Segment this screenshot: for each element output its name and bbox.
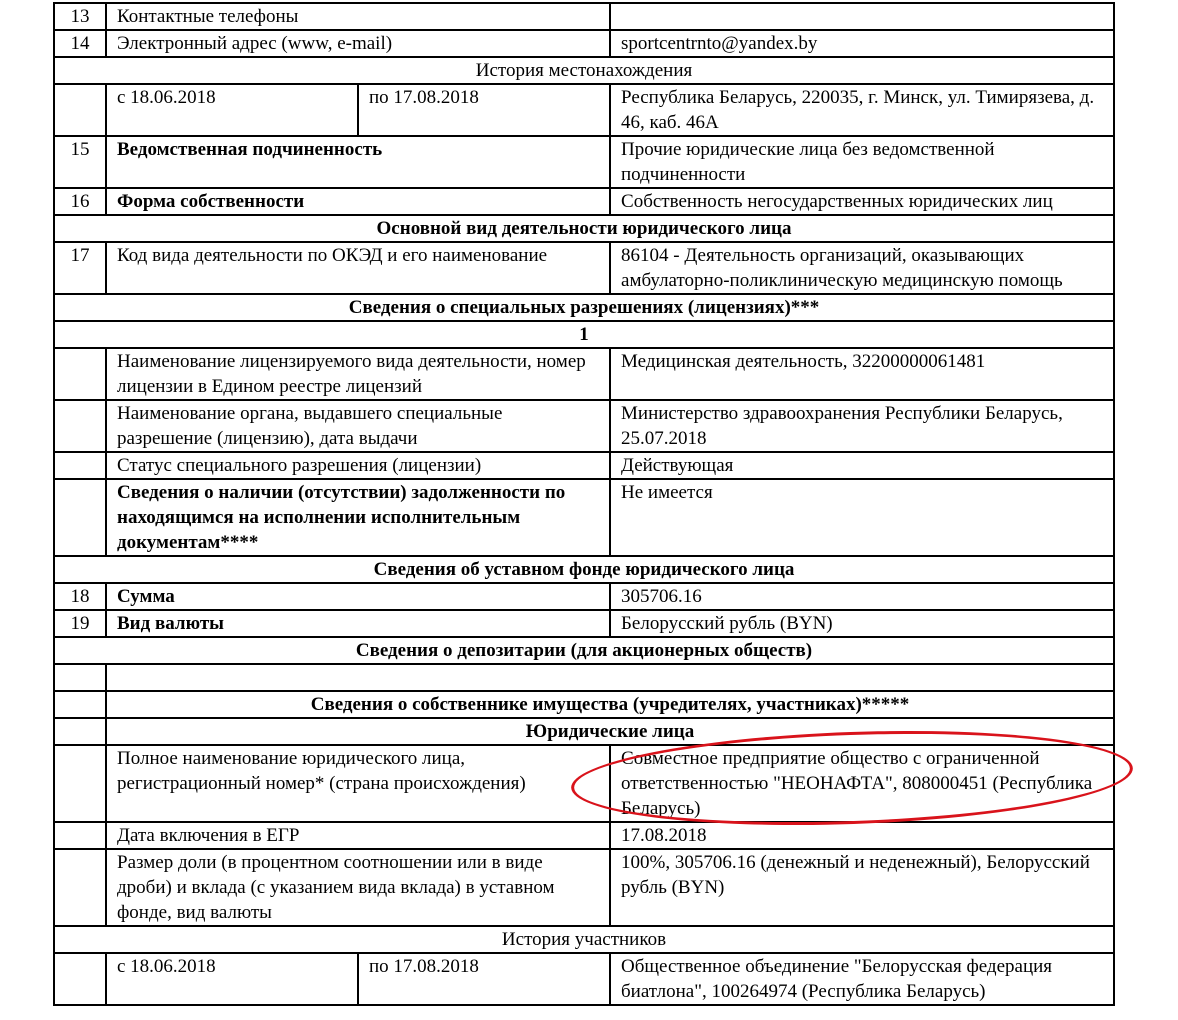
field-value-subordination: Прочие юридические лица без ведомственной подчиненности [610, 136, 1114, 188]
field-value-owner-name [610, 745, 1114, 822]
table-row [54, 84, 1114, 136]
table-row [54, 849, 1114, 926]
section-title-owners: Сведения о собственнике имущества (учредителях, участниках)***** [106, 691, 1114, 718]
table-row [54, 30, 1114, 57]
empty-cell [54, 691, 106, 718]
row-number: 18 [54, 583, 106, 610]
row-number: 14 [54, 30, 106, 57]
table-row [54, 400, 1114, 452]
field-value-ownership: Собственность негосударственных юридических лиц [610, 188, 1114, 215]
section-header-row [54, 718, 1114, 745]
field-value-sum: 305706.16 [610, 583, 1114, 610]
row-number: 19 [54, 610, 106, 637]
table-row [54, 136, 1114, 188]
empty-cell [54, 84, 106, 136]
field-label-egr-date: Дата включения в ЕГР [106, 822, 610, 849]
section-subtitle-legal-entities: Юридические лица [106, 718, 1114, 745]
field-label-subordination: Ведомственная подчиненность [106, 136, 610, 188]
row-number: 15 [54, 136, 106, 188]
section-title-depositary: Сведения о депозитарии (для акционерных обществ) [54, 637, 1114, 664]
field-label-license-type: Наименование лицензируемого вида деятельности, номер лицензии в Едином реестре лицензий [106, 348, 610, 400]
owner-name-text: Совместное предприятие общество с ограниченной ответственностью "НЕОНАФТА", 808000451 (Республика Беларусь) [621, 748, 1093, 819]
table-row [54, 188, 1114, 215]
field-value-license-type: Медицинская деятельность, 32200000061481 [610, 348, 1114, 400]
section-header-row [54, 637, 1114, 664]
table-row [54, 242, 1114, 294]
table-row [54, 745, 1114, 822]
registry-extract-table [53, 2, 1115, 1006]
empty-row [54, 664, 1114, 691]
table-row [54, 583, 1114, 610]
section-title-activity: Основной вид деятельности юридического лица [54, 215, 1114, 242]
table-row [54, 610, 1114, 637]
field-label-okved: Код вида деятельности по ОКЭД и его наименование [106, 242, 610, 294]
field-value-okved: 86104 - Деятельность организаций, оказывающих амбулаторно-поликлиническую медицинскую помощь [610, 242, 1114, 294]
section-header-row [54, 556, 1114, 583]
date-to: по 17.08.2018 [358, 953, 610, 1005]
table-row [54, 348, 1114, 400]
row-number: 17 [54, 242, 106, 294]
field-value-currency: Белорусский рубль (BYN) [610, 610, 1114, 637]
empty-cell [54, 348, 106, 400]
empty-cell [54, 718, 106, 745]
field-label-phones: Контактные телефоны [106, 3, 610, 30]
empty-cell [54, 664, 106, 691]
section-header-row [54, 215, 1114, 242]
date-to: по 17.08.2018 [358, 84, 610, 136]
field-value-egr-date: 17.08.2018 [610, 822, 1114, 849]
empty-cell [54, 822, 106, 849]
field-label-email: Электронный адрес (www, e-mail) [106, 30, 610, 57]
field-label-sum: Сумма [106, 583, 610, 610]
section-title-fund: Сведения об уставном фонде юридического лица [54, 556, 1114, 583]
field-label-license-status: Статус специального разрешения (лицензии) [106, 452, 610, 479]
empty-cell [54, 953, 106, 1005]
empty-cell [54, 452, 106, 479]
field-label-license-issuer: Наименование органа, выдавшего специальные разрешение (лицензию), дата выдачи [106, 400, 610, 452]
license-index: 1 [54, 321, 1114, 348]
section-title-location-history: История местонахождения [54, 57, 1114, 84]
field-label-share: Размер доли (в процентном соотношении или в виде дроби) и вклада (с указанием вида вклада) в уставном фонде, вид валюты [106, 849, 610, 926]
member-value: Общественное объединение "Белорусская федерация биатлона", 100264974 (Республика Беларусь) [610, 953, 1114, 1005]
table-row [54, 822, 1114, 849]
field-label-currency: Вид валюты [106, 610, 610, 637]
empty-cell [54, 479, 106, 556]
empty-cell [54, 745, 106, 822]
field-value-debt: Не имеется [610, 479, 1114, 556]
section-header-row [54, 691, 1114, 718]
row-number: 13 [54, 3, 106, 30]
date-from: с 18.06.2018 [106, 84, 358, 136]
field-label-debt: Сведения о наличии (отсутствии) задолженности по находящимся на исполнении исполнительным документам**** [106, 479, 610, 556]
table-row [54, 953, 1114, 1005]
section-header-row [54, 321, 1114, 348]
field-value-license-issuer: Министерство здравоохранения Республики Беларусь, 25.07.2018 [610, 400, 1114, 452]
table-row [54, 452, 1114, 479]
empty-cell [106, 664, 1114, 691]
section-header-row [54, 926, 1114, 953]
section-header-row [54, 57, 1114, 84]
field-label-ownership: Форма собственности [106, 188, 610, 215]
field-label-owner-name: Полное наименование юридического лица, регистрационный номер* (страна происхождения) [106, 745, 610, 822]
address-value: Республика Беларусь, 220035, г. Минск, ул. Тимирязева, д. 46, каб. 46А [610, 84, 1114, 136]
field-value-email: sportcentrnto@yandex.by [610, 30, 1114, 57]
field-value-phones [610, 3, 1114, 30]
field-value-share: 100%, 305706.16 (денежный и неденежный), Белорусский рубль (BYN) [610, 849, 1114, 926]
empty-cell [54, 400, 106, 452]
section-title-members-history: История участников [54, 926, 1114, 953]
table-row [54, 479, 1114, 556]
field-value-license-status: Действующая [610, 452, 1114, 479]
row-number: 16 [54, 188, 106, 215]
section-header-row [54, 294, 1114, 321]
table-row [54, 3, 1114, 30]
section-title-licenses: Сведения о специальных разрешениях (лицензиях)*** [54, 294, 1114, 321]
empty-cell [54, 849, 106, 926]
date-from: с 18.06.2018 [106, 953, 358, 1005]
